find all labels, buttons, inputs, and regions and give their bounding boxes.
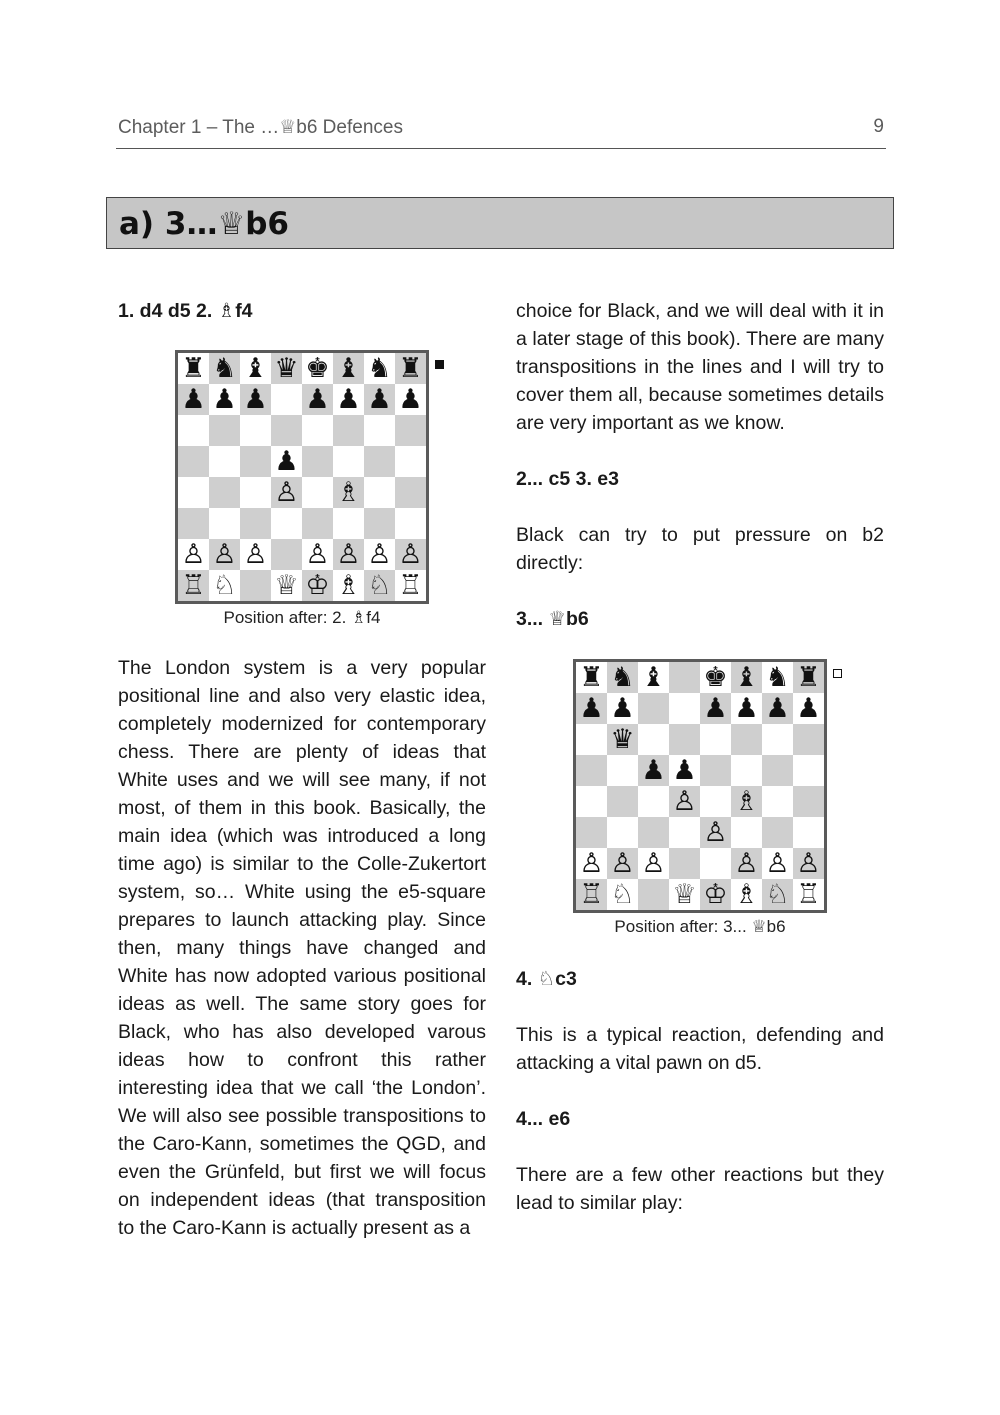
board-square: ♜ xyxy=(178,353,209,384)
board-square: ♙ xyxy=(762,848,793,879)
board-square: ♙ xyxy=(700,817,731,848)
board-square xyxy=(669,662,700,693)
board-square xyxy=(178,446,209,477)
board-square: ♚ xyxy=(302,353,333,384)
board-square: ♙ xyxy=(731,848,762,879)
diagram-caption: Position after: 2. ♗f4 xyxy=(223,608,381,627)
board-square xyxy=(240,477,271,508)
board-square: ♙ xyxy=(395,539,426,570)
section-title: a) 3…♕b6 xyxy=(119,206,290,242)
board-square: ♘ xyxy=(607,879,638,910)
board-square: ♖ xyxy=(576,879,607,910)
board-square xyxy=(576,755,607,786)
board-square xyxy=(302,508,333,539)
move-line: 3... ♕b6 xyxy=(516,608,589,630)
board-square xyxy=(793,786,824,817)
board-square xyxy=(209,477,240,508)
board-square xyxy=(302,446,333,477)
board-square xyxy=(240,446,271,477)
board-square: ♞ xyxy=(364,353,395,384)
board-square: ♘ xyxy=(364,570,395,601)
board-square xyxy=(395,446,426,477)
board-square xyxy=(762,755,793,786)
board-square: ♔ xyxy=(302,570,333,601)
board-square xyxy=(793,817,824,848)
board-square: ♟ xyxy=(700,693,731,724)
board-square: ♟ xyxy=(762,693,793,724)
board-square xyxy=(669,848,700,879)
board-square: ♕ xyxy=(271,570,302,601)
board-square xyxy=(638,879,669,910)
board-square: ♕ xyxy=(669,879,700,910)
board-square xyxy=(607,755,638,786)
board-square xyxy=(607,817,638,848)
move-line: 4... e6 xyxy=(516,1108,571,1130)
board-square: ♟ xyxy=(669,755,700,786)
board-square: ♟ xyxy=(240,384,271,415)
board-square: ♞ xyxy=(607,662,638,693)
board-square: ♙ xyxy=(364,539,395,570)
board-square xyxy=(240,508,271,539)
body-paragraph: This is a typical reaction, defending and attacking a vital pawn on d5. xyxy=(516,1024,884,1074)
board-square xyxy=(669,724,700,755)
board-square xyxy=(638,693,669,724)
board-square xyxy=(333,508,364,539)
board-square xyxy=(762,786,793,817)
chess-diagram-1 xyxy=(175,350,486,628)
move-line: 1. d4 d5 2. ♗f4 xyxy=(118,300,253,322)
turn-indicator xyxy=(435,360,444,369)
board-square xyxy=(395,477,426,508)
running-header xyxy=(116,114,886,149)
board-square: ♟ xyxy=(638,755,669,786)
board-square xyxy=(762,724,793,755)
board-square: ♔ xyxy=(700,879,731,910)
board-square: ♜ xyxy=(395,353,426,384)
board-square xyxy=(793,755,824,786)
board-square xyxy=(607,786,638,817)
board-square: ♗ xyxy=(333,477,364,508)
board-square: ♝ xyxy=(240,353,271,384)
board-square xyxy=(333,415,364,446)
board-square xyxy=(364,415,395,446)
board-square xyxy=(271,384,302,415)
board-square: ♛ xyxy=(607,724,638,755)
board-square xyxy=(793,724,824,755)
board-square xyxy=(669,817,700,848)
board-square: ♙ xyxy=(271,477,302,508)
board-square: ♟ xyxy=(271,446,302,477)
board-square: ♖ xyxy=(395,570,426,601)
board-square xyxy=(333,446,364,477)
board-square: ♙ xyxy=(607,848,638,879)
board-square xyxy=(576,817,607,848)
board-square: ♚ xyxy=(700,662,731,693)
section-banner xyxy=(106,197,894,249)
board-square: ♙ xyxy=(793,848,824,879)
board-square xyxy=(209,446,240,477)
chess-board xyxy=(175,350,429,604)
board-square xyxy=(271,539,302,570)
move-line: 2... c5 3. e3 xyxy=(516,468,619,490)
board-square xyxy=(576,724,607,755)
board-square: ♟ xyxy=(302,384,333,415)
board-square xyxy=(364,477,395,508)
board-square xyxy=(364,508,395,539)
board-square xyxy=(731,755,762,786)
board-square xyxy=(395,415,426,446)
board-square xyxy=(700,848,731,879)
board-square xyxy=(638,724,669,755)
board-square xyxy=(700,755,731,786)
body-paragraph: There are a few other reactions but they lead to similar play: xyxy=(516,1164,884,1214)
chess-diagram-2 xyxy=(573,659,884,937)
chapter-title: Chapter 1 – The …♕b6 Defences xyxy=(118,117,403,138)
board-square xyxy=(209,508,240,539)
board-square: ♛ xyxy=(271,353,302,384)
move-line: 4. ♘c3 xyxy=(516,968,577,990)
board-square: ♗ xyxy=(731,879,762,910)
board-square xyxy=(364,446,395,477)
board-square: ♟ xyxy=(576,693,607,724)
board-square xyxy=(638,786,669,817)
board-square xyxy=(669,693,700,724)
turn-indicator xyxy=(833,669,842,678)
board-square xyxy=(302,415,333,446)
board-square: ♗ xyxy=(333,570,364,601)
body-paragraph: choice for Black, and we will deal with it in a later stage of this book). There are many transpositions in the lines and I will try to cover them all, because sometimes details are very important as we know. xyxy=(516,300,884,434)
board-square xyxy=(700,724,731,755)
board-square xyxy=(271,415,302,446)
board-square: ♟ xyxy=(395,384,426,415)
board-square xyxy=(178,477,209,508)
board-square: ♝ xyxy=(731,662,762,693)
board-square xyxy=(731,724,762,755)
board-square xyxy=(240,570,271,601)
body-paragraph: The London system is a very popular positional line and also very elastic idea, completely modernized for contemporary chess. There are plenty of ideas that White uses and we will see many, if not most, of them in this book. Basically, the main idea (which was introduced a long time ago) is similar to the Colle-Zukertort system, so… White using the e5-square prepares to launch attacking play. Since then, many things have changed and White has now adopted various positional ideas as well. The same story goes for Black, who has also developed varous ideas how to confront this rather interesting idea that we call ‘the London’. We will also see possible transpositions to the Caro-Kann, sometimes the QGD, and even the Grünfeld, but first we will focus on independent ideas (that transposition to the Caro-Kann is actually present as a xyxy=(118,657,486,1239)
board-square: ♙ xyxy=(669,786,700,817)
board-square: ♙ xyxy=(240,539,271,570)
board-square xyxy=(302,477,333,508)
board-square: ♙ xyxy=(178,539,209,570)
board-square: ♜ xyxy=(576,662,607,693)
board-square: ♟ xyxy=(209,384,240,415)
board-square: ♝ xyxy=(333,353,364,384)
board-square xyxy=(209,415,240,446)
board-square: ♖ xyxy=(793,879,824,910)
board-square xyxy=(700,786,731,817)
board-square: ♞ xyxy=(762,662,793,693)
board-square: ♘ xyxy=(762,879,793,910)
board-square: ♟ xyxy=(178,384,209,415)
board-square: ♙ xyxy=(209,539,240,570)
board-square xyxy=(271,508,302,539)
board-square: ♟ xyxy=(793,693,824,724)
board-square xyxy=(178,508,209,539)
board-square: ♟ xyxy=(333,384,364,415)
board-square: ♞ xyxy=(209,353,240,384)
diagram-caption: Position after: 3... ♕b6 xyxy=(614,917,786,936)
board-square: ♟ xyxy=(731,693,762,724)
board-square: ♙ xyxy=(638,848,669,879)
board-square: ♙ xyxy=(333,539,364,570)
board-square xyxy=(762,817,793,848)
board-square xyxy=(576,786,607,817)
board-square xyxy=(395,508,426,539)
board-square: ♙ xyxy=(302,539,333,570)
board-square: ♝ xyxy=(638,662,669,693)
page-number: 9 xyxy=(873,116,884,137)
board-square xyxy=(240,415,271,446)
board-square: ♟ xyxy=(364,384,395,415)
board-square xyxy=(178,415,209,446)
right-column xyxy=(516,297,884,1217)
board-square xyxy=(731,817,762,848)
board-square xyxy=(638,817,669,848)
board-square: ♖ xyxy=(178,570,209,601)
board-square: ♗ xyxy=(731,786,762,817)
board-square: ♘ xyxy=(209,570,240,601)
board-square: ♜ xyxy=(793,662,824,693)
chess-board xyxy=(573,659,827,913)
board-square: ♙ xyxy=(576,848,607,879)
body-paragraph: Black can try to put pressure on b2 directly: xyxy=(516,524,884,574)
left-column xyxy=(118,297,486,1242)
board-square: ♟ xyxy=(607,693,638,724)
